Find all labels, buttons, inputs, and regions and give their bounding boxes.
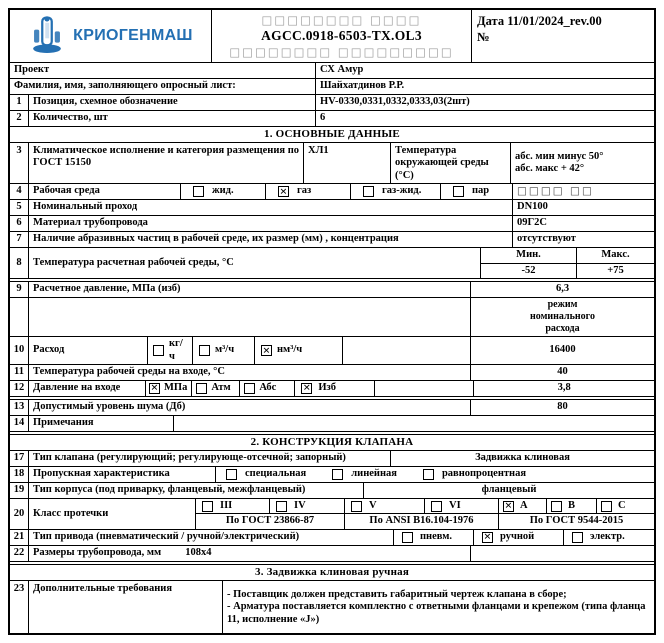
row-3-num: 3 <box>16 145 22 156</box>
mode-line-1: режим <box>547 299 578 311</box>
row-4-tofu: □□□□ □□ <box>512 184 654 199</box>
checkbox-kg-h[interactable] <box>147 337 192 364</box>
row-mode <box>10 297 654 336</box>
row-10-label: Расход <box>28 337 147 364</box>
abs-max-text: абс. макс + 42° <box>515 163 585 175</box>
checkbox-pnevm[interactable] <box>393 530 473 545</box>
checkbox-equal-percent-box[interactable] <box>423 469 434 480</box>
row-11-label: Температура рабочей среды на входе, °С <box>28 365 470 380</box>
checkbox-zhid-box[interactable] <box>193 186 204 197</box>
checkbox-pnevm-label: пневм. <box>420 531 453 543</box>
row-12 <box>10 380 654 396</box>
checkbox-gaz-zhid-box[interactable] <box>363 186 374 197</box>
form-table <box>8 8 656 635</box>
row-18 <box>10 466 654 482</box>
row-14-num: 14 <box>13 417 25 429</box>
row-4-label: Рабочая среда <box>28 184 180 199</box>
checkbox-nm3-h[interactable] <box>254 337 342 364</box>
row-23-requirements <box>222 581 654 633</box>
checkbox-nm3-h-label: нм³/ч <box>277 344 303 356</box>
row-project <box>10 62 654 78</box>
checkbox-m3-h[interactable] <box>192 337 254 364</box>
checkbox-mpa-label: МПа <box>164 382 188 394</box>
checkbox-linear-label: линейная <box>351 468 397 480</box>
row-6-value: 09Г2С <box>512 216 654 231</box>
checkbox-class-iv[interactable] <box>269 499 344 514</box>
row-10-value: 16400 <box>470 337 654 364</box>
row-9 <box>10 281 654 297</box>
row-3-ambient-range <box>510 143 654 183</box>
row-17-label: Тип клапана (регулирующий; регулирующе-отсечной; запорный) <box>28 451 390 466</box>
row-13-label: Допустимый уровень шума (Дб) <box>28 400 470 415</box>
row-3 <box>10 142 654 183</box>
row-10-num: 10 <box>13 344 25 356</box>
row-9-num: 9 <box>16 283 22 295</box>
number-label: № <box>477 30 490 45</box>
row-8-num: 8 <box>16 256 22 268</box>
checkbox-m3-h-box[interactable] <box>199 345 210 356</box>
row-20 <box>10 498 654 529</box>
row-2 <box>10 110 654 126</box>
checkbox-class-iv-label: IV <box>294 499 306 511</box>
checkbox-class-c-box[interactable] <box>601 501 612 512</box>
checkbox-class-iii-label: III <box>220 499 233 511</box>
row-6-label: Материал трубопровода <box>28 216 512 231</box>
checkbox-izb-label: Изб <box>318 382 336 394</box>
checkbox-class-v-box[interactable] <box>351 501 362 512</box>
row-12-empty <box>374 381 473 396</box>
row-10 <box>10 336 654 364</box>
min-value: -52 <box>521 264 536 276</box>
row-2-label: Количество, шт <box>28 111 315 126</box>
checkbox-special-label: специальная <box>245 468 307 480</box>
checkbox-linear-box[interactable] <box>332 469 343 480</box>
row-mode-value <box>470 298 654 336</box>
row-22-label-cell <box>28 546 470 561</box>
checkbox-electr-label: электр. <box>590 531 625 543</box>
row-14-label: Примечания <box>28 416 173 431</box>
logo <box>10 10 211 62</box>
requirement-line-2: - Арматура поставляется комплектно с ответными фланцами и крепежом (типа фланца 11, исполнение «J») <box>227 601 646 625</box>
logo-text: КРИОГЕНМАШ <box>73 27 193 44</box>
row-1-value: HV-0330,0331,0332,0333,03(2шт) <box>315 95 654 110</box>
max-header: Макс. <box>576 248 654 263</box>
row-6-num: 6 <box>16 217 22 229</box>
row-7-num: 7 <box>16 233 22 245</box>
checkbox-class-b-label: B <box>568 499 576 511</box>
row-3-label2: Температура окружающей среды (°С) <box>390 143 510 183</box>
row-1-num: 1 <box>16 96 22 108</box>
requirement-line-1: - Поставщик должен представить габаритный чертеж клапана в сборе; <box>227 588 567 600</box>
checkbox-gaz-zhid[interactable] <box>350 184 440 199</box>
row-17 <box>10 450 654 466</box>
section-2-header <box>10 434 654 450</box>
checkbox-par[interactable] <box>440 184 512 199</box>
row-1 <box>10 94 654 110</box>
row-12-value: 3,8 <box>473 381 654 396</box>
row-19-label: Тип корпуса (под приварку, фланцевый, межфланцевый) <box>28 483 363 498</box>
date-text: Дата 11/01/2024_rev.00 <box>477 14 602 28</box>
row-filler <box>10 78 654 94</box>
checkbox-ruchnoy-label: ручной <box>500 531 535 543</box>
row-18-options <box>215 467 654 482</box>
section-1-header <box>10 126 654 142</box>
checkbox-gaz[interactable] <box>265 184 350 199</box>
checkbox-class-vi-label: VI <box>449 499 461 511</box>
min-header: Мин. <box>516 249 541 261</box>
checkbox-abs-box[interactable] <box>244 383 255 394</box>
checkbox-equal-percent[interactable] <box>423 468 526 480</box>
row-5 <box>10 199 654 215</box>
standard-gost-23866: По ГОСТ 23866-87 <box>225 515 315 527</box>
row-17-num: 17 <box>13 452 25 464</box>
document-code: AGCC.0918-6503-TX.OL3 <box>261 28 422 43</box>
row-7 <box>10 231 654 247</box>
row-5-value: DN100 <box>512 200 654 215</box>
row-18-label: Пропускная характеристика <box>28 467 215 482</box>
row-8-label: Температура расчетная рабочей среды, °С <box>28 248 480 278</box>
row-22-num: 22 <box>13 547 25 559</box>
checkbox-m3-h-label: м³/ч <box>215 344 235 356</box>
row-23-label: Дополнительные требования <box>28 581 222 633</box>
checkbox-class-a[interactable] <box>498 499 546 514</box>
cryogenmash-logo-icon <box>28 13 66 60</box>
row-13 <box>10 399 654 415</box>
row-2-num: 2 <box>16 112 22 124</box>
row-21-label: Тип привода (пневматический / ручной/электрический) <box>28 530 393 545</box>
row-13-value: 80 <box>470 400 654 415</box>
row-18-num: 18 <box>13 468 25 480</box>
checkbox-gaz-box[interactable] <box>278 186 289 197</box>
row-11-value: 40 <box>470 365 654 380</box>
row-20-class-block <box>195 499 654 529</box>
checkbox-class-v-label: V <box>369 499 377 511</box>
checkbox-kg-h-box[interactable] <box>153 345 164 356</box>
checkbox-equal-percent-label: равнопроцентная <box>441 468 527 480</box>
row-11 <box>10 364 654 380</box>
section-3-title: 3. Задвижка клиновая ручная <box>255 565 409 578</box>
row-22-label: Размеры трубопровода, мм <box>33 547 162 559</box>
checkbox-class-vi[interactable] <box>424 499 498 514</box>
row-22 <box>10 545 654 561</box>
row-8 <box>10 247 654 278</box>
row-7-value: отсутствуют <box>512 232 654 247</box>
checkbox-class-v[interactable] <box>344 499 424 514</box>
checkbox-class-iv-box[interactable] <box>276 501 287 512</box>
header-row <box>10 10 654 62</box>
checkbox-atm[interactable] <box>191 381 239 396</box>
row-19-num: 19 <box>13 484 25 496</box>
row-20-label: Класс протечки <box>28 499 195 529</box>
max-value: +75 <box>576 264 654 279</box>
row-8-minmax-block <box>480 248 654 278</box>
checkbox-ruchnoy-box[interactable] <box>482 532 493 543</box>
row-21-num: 21 <box>13 531 25 543</box>
mode-line-2: номинального <box>530 311 595 323</box>
row-4 <box>10 183 654 199</box>
checkbox-class-iii-box[interactable] <box>202 501 213 512</box>
checkbox-class-vi-box[interactable] <box>431 501 442 512</box>
mode-line-3: расхода <box>545 323 580 335</box>
abs-min-text: абс. мин минус 50° <box>515 150 604 162</box>
row-9-label: Расчетное давление, МПа (изб) <box>28 282 470 297</box>
standard-ansi-b16: По ANSI B16.104-1976 <box>344 514 498 529</box>
row-12-num: 12 <box>13 382 25 394</box>
checkbox-linear[interactable] <box>332 468 397 480</box>
row-19-value: фланцевый <box>363 483 654 498</box>
checkbox-nm3-h-box[interactable] <box>261 345 272 356</box>
date-block <box>471 10 654 62</box>
checkbox-class-a-box[interactable] <box>503 501 514 512</box>
checkbox-special-box[interactable] <box>226 469 237 480</box>
filler-label: Фамилия, имя, заполняющего опросный лист: <box>14 80 236 92</box>
title-tofu-line-top: □□□□□□□□ □□□□ <box>261 13 422 27</box>
row-11-num: 11 <box>14 366 24 378</box>
row-7-label: Наличие абразивных частиц в рабочей среде, их размер (мм) , концентрация <box>28 232 512 247</box>
checkbox-zhid[interactable] <box>180 184 265 199</box>
row-13-num: 13 <box>13 401 25 413</box>
checkbox-zhid-label: жид. <box>212 185 234 197</box>
project-value: СХ Амур <box>315 63 654 78</box>
checkbox-par-label: пар <box>472 185 490 197</box>
checkbox-mpa[interactable] <box>145 381 191 396</box>
row-mode-empty <box>28 298 470 336</box>
row-14-value <box>173 416 654 431</box>
checkbox-izb[interactable] <box>294 381 374 396</box>
checkbox-kg-h-label: кг/ч <box>169 338 183 362</box>
checkbox-abs[interactable] <box>239 381 294 396</box>
checkbox-class-a-label: A <box>520 499 528 511</box>
checkbox-class-c-label: C <box>618 499 626 511</box>
row-23-num: 23 <box>13 582 25 594</box>
row-2-value: 6 <box>315 111 654 126</box>
row-3-label: Климатическое исполнение и категория размещения по ГОСТ 15150 <box>28 143 303 183</box>
checkbox-gaz-label: газ <box>297 185 312 197</box>
filler-value: Шайхатдинов Р.Р. <box>315 79 654 94</box>
row-17-value: Задвижка клиновая <box>390 451 654 466</box>
row-21 <box>10 529 654 545</box>
row-5-num: 5 <box>16 201 22 213</box>
standard-gost-9544: По ГОСТ 9544-2015 <box>498 514 654 529</box>
project-label: Проект <box>14 64 50 76</box>
checkbox-mpa-box[interactable] <box>149 383 160 394</box>
row-6 <box>10 215 654 231</box>
row-4-num: 4 <box>16 185 22 197</box>
checkbox-ruchnoy[interactable] <box>473 530 563 545</box>
checkbox-special[interactable] <box>226 468 306 480</box>
row-14 <box>10 415 654 431</box>
title-tofu-line-bottom: □□□□□□□□ □□□□□□□□□ <box>229 45 454 59</box>
row-mode-num <box>10 298 28 336</box>
checkbox-par-box[interactable] <box>453 186 464 197</box>
checkbox-electr[interactable] <box>563 530 654 545</box>
checkbox-izb-box[interactable] <box>301 383 312 394</box>
row-3-value: ХЛ1 <box>303 143 390 183</box>
checkbox-gaz-zhid-label: газ-жид. <box>382 185 422 197</box>
section-3-header <box>10 564 654 580</box>
row-22-empty <box>470 546 654 561</box>
checkbox-atm-label: Атм <box>211 382 231 394</box>
section-1-title: 1. ОСНОВНЫЕ ДАННЫЕ <box>264 128 400 141</box>
checkbox-class-b-box[interactable] <box>551 501 562 512</box>
row-5-label: Номинальный проход <box>28 200 512 215</box>
row-1-label: Позиция, схемное обозначение <box>28 95 315 110</box>
checkbox-atm-box[interactable] <box>196 383 207 394</box>
row-12-label: Давление на входе <box>28 381 145 396</box>
row-10-empty <box>342 337 470 364</box>
checkbox-class-b[interactable] <box>546 499 596 514</box>
row-19 <box>10 482 654 498</box>
checkbox-electr-box[interactable] <box>572 532 583 543</box>
document-title-block <box>211 10 471 62</box>
section-2-title: 2. КОНСТРУКЦИЯ КЛАПАНА <box>250 435 414 448</box>
checkbox-class-c[interactable] <box>596 499 654 514</box>
row-20-num: 20 <box>13 507 25 519</box>
checkbox-class-iii[interactable] <box>196 499 269 514</box>
row-22-value: 108х4 <box>185 547 212 559</box>
checkbox-abs-label: Абс <box>259 382 277 394</box>
row-9-value: 6,3 <box>470 282 654 297</box>
row-23 <box>10 580 654 633</box>
checkbox-pnevm-box[interactable] <box>402 532 413 543</box>
